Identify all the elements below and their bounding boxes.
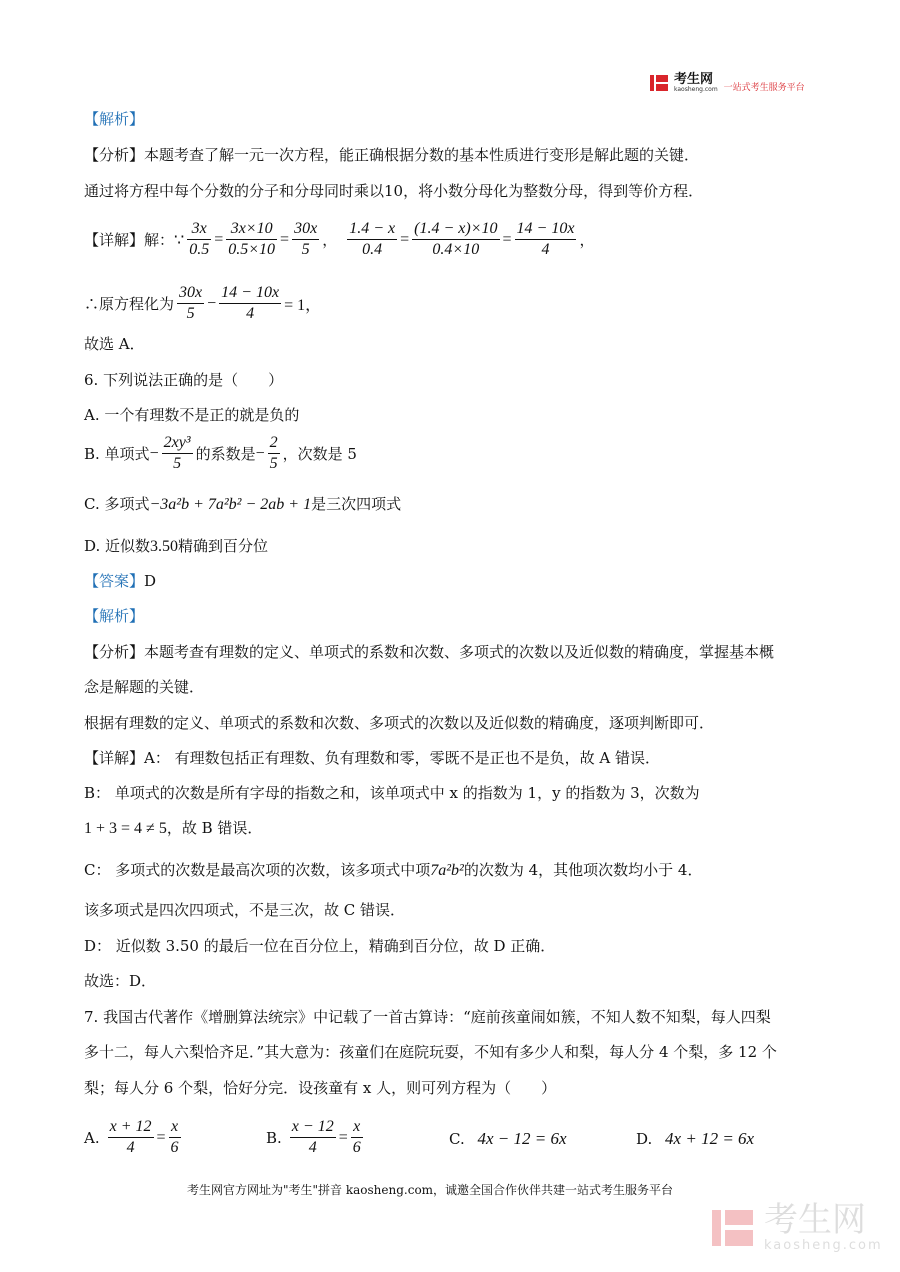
q6-stem: 6. 下列说法正确的是（ ）	[84, 371, 284, 389]
q5-eq-end: = 1，	[284, 297, 322, 314]
q6-detail-a-text: A： 有理数包括正有理数、负有理数和零，零既不是正也不是负，故 A 错误．	[144, 749, 660, 767]
q6-fenxi-text2: 念是解题的关键．	[84, 678, 205, 696]
q5-fenxi-tag: 【分析】	[84, 146, 145, 164]
fraction-x-plus-12-over-4: $\frac{x + 12}{4}$	[109, 1118, 152, 1156]
fraction-x-over-6-a: $\frac{x}{6}$	[170, 1118, 179, 1156]
q6-detail-c1-suffix: 的次数为 4，其他项次数均小于 4．	[463, 861, 703, 879]
fraction-30x-over-5-b: $\frac{30x}{5}$	[179, 284, 203, 322]
q7-option-a-label: A.	[84, 1128, 100, 1147]
q6-detail-b1: B： 单项式的次数是所有字母的指数之和，该单项式中 x 的指数为 1，y 的指数为 3，次数为	[84, 784, 700, 802]
q7-option-d-expr: 4x + 12 = 6x	[665, 1129, 755, 1148]
q6-detail-d: D： 近似数 3.50 的最后一位在百分位上，精确到百分位，故 D 正确．	[84, 937, 556, 955]
header-logo	[650, 73, 805, 93]
q7-option-d	[636, 1129, 754, 1149]
q6-option-b-mid: 的系数是	[195, 445, 256, 463]
q6-fenxi-tag: 【分析】	[84, 643, 145, 661]
q6-option-d-num: 3.50	[150, 538, 179, 555]
q6-conclusion: 故选：D．	[84, 972, 157, 990]
q6-approach: 根据有理数的定义、单项式的系数和次数、多项式的次数以及近似数的精确度，逐项判断即可．	[84, 714, 715, 732]
q6-option-b: B. 单项式 − $\frac{\text{2xy³}}{5}$ 的系数是 − $\frac{2}{5}$ ，次数是 5	[84, 434, 357, 472]
fraction-14-10x-over-4: $\frac{14 - 10x}{4}$	[516, 220, 575, 258]
q6-option-d-prefix: D. 近似数	[84, 537, 151, 555]
q6-answer	[84, 570, 156, 591]
q5-fenxi	[84, 144, 699, 165]
logo-name: 考生网	[674, 72, 714, 87]
q5-therefore-line: ∴原方程化为 $\frac{30x}{5}$ − $\frac{14 - 10x}{4}$ = 1，	[84, 284, 322, 322]
q6-option-b-prefix: B. 单项式	[84, 445, 150, 463]
fraction-1.4-x-over-0.4: $\frac{1.4 - x}{0.4}$	[349, 220, 396, 258]
watermark-mark-icon	[712, 1206, 756, 1250]
fraction-1.4-x-10-over-0.4x10: $\frac{(1.4 - x)\times 10}{0.4\times 10}$	[414, 220, 498, 258]
q7-line2: 多十二，每人六梨恰齐足．”其大意为：孩童们在庭院玩耍，不知有多少人和梨，每人分 4 个梨，多 12 个	[84, 1043, 777, 1061]
q5-approach: 通过将方程中每个分数的分子和分母同时乘以10，将小数分母化为整数分母，得到等价方程．	[84, 182, 704, 200]
q7-option-b-label: B.	[266, 1128, 282, 1147]
q6-detail-c1-math: 7a²b²	[430, 862, 464, 879]
q6-option-d-suffix: 精确到百分位	[178, 537, 269, 555]
q6-detail-a	[84, 747, 660, 768]
fraction-3x10-over-0.5x10: $\frac{3x\times 10}{0.5\times 10}$	[228, 220, 276, 258]
because-symbol: ∵	[174, 231, 185, 249]
q7-line1: 7. 我国古代著作《增删算法统宗》中记载了一首古算诗：“庭前孩童闹如簇，不知人数不知梨，每人四梨	[84, 1008, 771, 1026]
fraction-3x-over-0.5: $\frac{3x}{0.5}$	[189, 220, 210, 258]
q6-option-b-end: ，次数是 5	[282, 445, 357, 463]
q7-line3: 梨；每人分 6 个梨，恰好分完．设孩童有 x 人，则可列方程为（ ）	[84, 1079, 557, 1097]
logo-mark-icon	[650, 73, 670, 93]
q6-option-c-prefix: C. 多项式	[84, 495, 150, 513]
q6-detail-c1	[84, 859, 702, 880]
fraction-2xy3-over-5: $\frac{\text{2xy³}}{5}$	[163, 434, 191, 472]
page-footer: 考生网官方网址为"考生"拼音 kaosheng.com，诚邀全国合作伙伴共建一站式考生服务平台	[187, 1183, 674, 1197]
q7-option-c-label: C.	[449, 1130, 465, 1148]
q5-conclusion: 故选 A．	[84, 335, 145, 353]
q6-option-d	[84, 535, 268, 556]
q5-jie: 解：	[144, 231, 175, 249]
q5-therefore-prefix: ∴原方程化为	[84, 295, 175, 313]
q6-option-a: A. 一个有理数不是正的就是负的	[84, 406, 300, 424]
q6-answer-tag: 【答案】	[84, 572, 145, 590]
q7-option-b: B. $\frac{x - 12}{4}$ = $\frac{x}{6}$	[266, 1118, 361, 1156]
q6-detail-c1-prefix: C： 多项式的次数是最高次项的次数，该多项式中项	[84, 861, 431, 879]
q5-detail-line: 【详解】 解： ∵ $\frac{3x}{0.5}$ = $\frac{3x\times 10}{0.5\times 10}$ = $\frac{30x}{5}$ ， $\frac{1.4 - x}{0.4}$ = $\frac{(1.4 - x)\times 10}{0.4\times 10}$ = $\frac{14 - 10x}{4}$ ，	[84, 220, 595, 258]
watermark-logo	[712, 1202, 883, 1253]
q6-detail-c2: 该多项式是四次四项式，不是三次，故 C 错误．	[84, 901, 406, 919]
q6-detail-b2-text: ，故 B 错误．	[166, 819, 263, 837]
header-slogan: 一站式考生服务平台	[723, 82, 805, 93]
q7-option-c	[449, 1129, 567, 1149]
q6-answer-value: D	[144, 572, 157, 590]
q6-fenxi-text1: 本题考查有理数的定义、单项式的系数和次数、多项式的次数以及近似数的精确度，掌握基本概	[144, 643, 775, 661]
q7-option-c-expr: 4x − 12 = 6x	[477, 1129, 567, 1148]
q5-jiexi-tag: 【解析】	[84, 110, 145, 128]
fraction-x-minus-12-over-4: $\frac{x - 12}{4}$	[291, 1118, 334, 1156]
logo-url: kaosheng.com	[674, 86, 718, 93]
q6-option-c-expr: −3a²b + 7a²b² − 2ab + 1	[149, 496, 312, 513]
fraction-x-over-6-b: $\frac{x}{6}$	[352, 1118, 361, 1156]
q7-option-d-label: D.	[636, 1130, 653, 1148]
q6-jiexi-tag: 【解析】	[84, 607, 145, 625]
q7-option-a: A. $\frac{x + 12}{4}$ = $\frac{x}{6}$	[84, 1118, 179, 1156]
q6-detail-b2	[84, 817, 262, 838]
q6-xiangjie-tag: 【详解】	[84, 749, 145, 767]
q6-detail-b2-math: 1 + 3 = 4 ≠ 5	[84, 820, 167, 837]
q5-xiangjie-tag: 【详解】	[84, 231, 145, 249]
q5-fenxi-text: 本题考查了解一元一次方程，能正确根据分数的基本性质进行变形是解此题的关键．	[144, 146, 700, 164]
fraction-14-10x-over-4-b: $\frac{14 - 10x}{4}$	[221, 284, 280, 322]
watermark-url: kaosheng.com	[764, 1238, 883, 1253]
fraction-30x-over-5: $\frac{30x}{5}$	[294, 220, 318, 258]
fraction-2-over-5: $\frac{2}{5}$	[269, 434, 278, 472]
watermark-name: 考生网	[764, 1200, 866, 1240]
q6-option-c	[84, 493, 401, 514]
q6-fenxi	[84, 641, 774, 662]
q6-option-c-suffix: 是三次四项式	[311, 495, 402, 513]
